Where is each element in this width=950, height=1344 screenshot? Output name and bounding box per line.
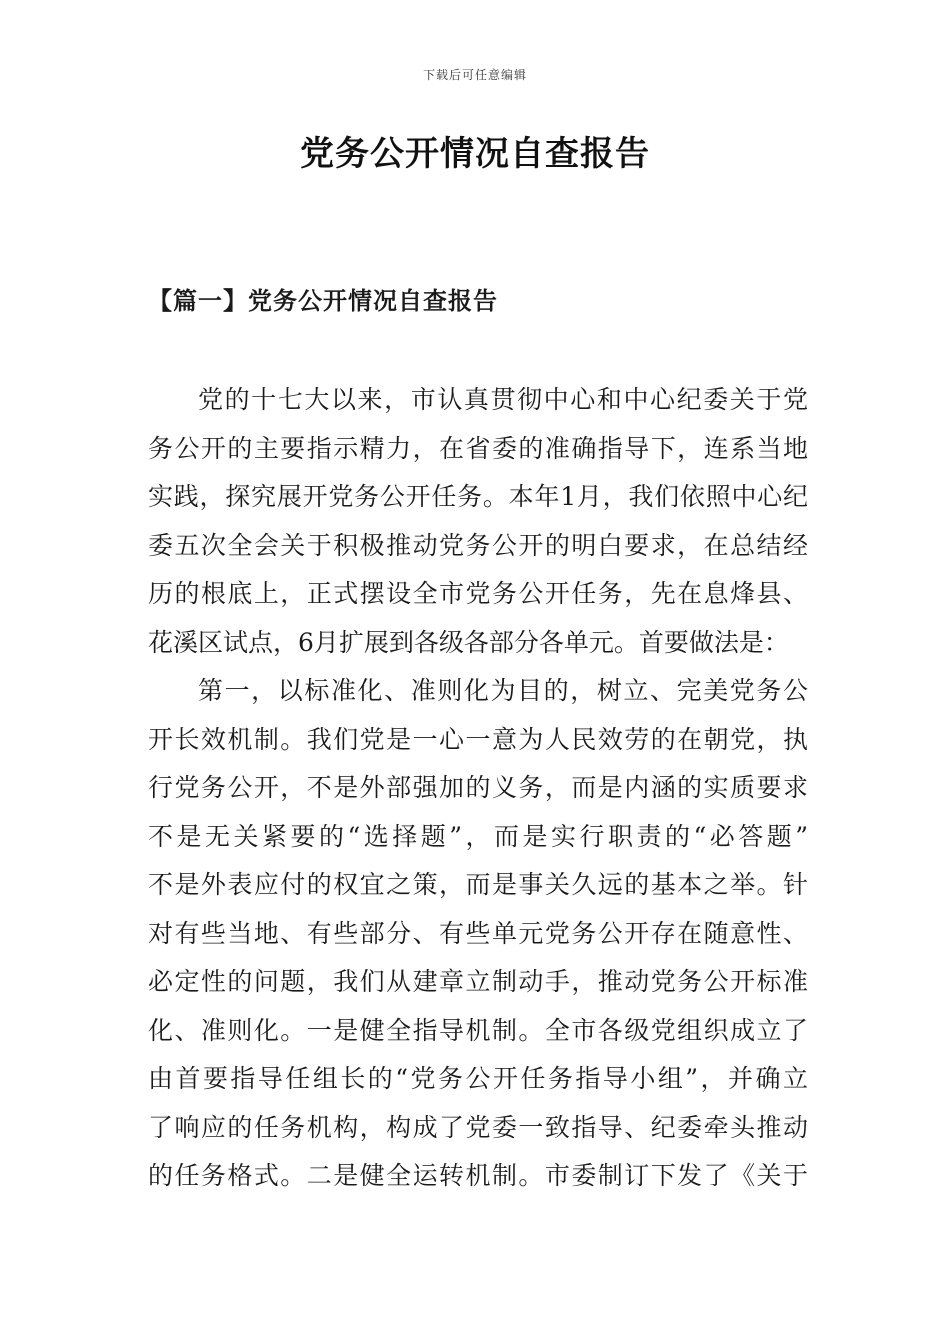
body-line: 的任务格式。二是健全运转机制。市委制订下发了《关于 [148, 1161, 808, 1190]
body-line: 委五次全会关于积极推动党务公开的明白要求，在总结经 [148, 530, 808, 560]
body-line: 历的根底上，正式摆设全市党务公开任务，先在息烽县、 [148, 579, 808, 608]
body-line: 不是无关紧要的“选择题”，而是实行职责的“必答题” [148, 821, 808, 851]
body-line: 行党务公开，不是外部强加的义务，而是内涵的实质要求 [148, 773, 808, 802]
body-line: 了响应的任务机构，构成了党委一致指导、纪委牵头推动 [148, 1112, 808, 1142]
body-line: 对有些当地、有些部分、有些单元党务公开存在随意性、 [148, 918, 808, 948]
header-note: 下载后可任意编辑 [422, 68, 527, 82]
body-line: 第一，以标准化、准则化为目的，树立、完美党务公 [198, 676, 808, 705]
document-title: 党务公开情况自查报告 [300, 134, 650, 174]
body-text [148, 376, 808, 1201]
body-line: 务公开的主要指示精力，在省委的准确指导下，连系当地 [148, 433, 808, 463]
body-line: 由首要指导任组长的“党务公开任务指导小组”，并确立 [148, 1064, 808, 1093]
body-line: 党的十七大以来，市认真贯彻中心和中心纪委关于党 [198, 385, 808, 414]
body-line: 实践，探究展开党务公开任务。本年1月，我们依照中心纪 [148, 482, 808, 511]
body-line: 开长效机制。我们党是一心一意为人民效劳的在朝党，执 [148, 724, 808, 754]
body-line: 必定性的问题，我们从建章立制动手，推动党务公开标准 [148, 967, 808, 996]
section-heading: 【篇一】党务公开情况自查报告 [148, 286, 498, 315]
body-line: 化、准则化。一是健全指导机制。全市各级党组织成立了 [148, 1015, 808, 1045]
body-line: 不是外表应付的权宜之策，而是事关久远的基本之举。针 [148, 870, 808, 899]
body-line: 花溪区试点，6月扩展到各级各部分各单元。首要做法是： [148, 627, 789, 657]
